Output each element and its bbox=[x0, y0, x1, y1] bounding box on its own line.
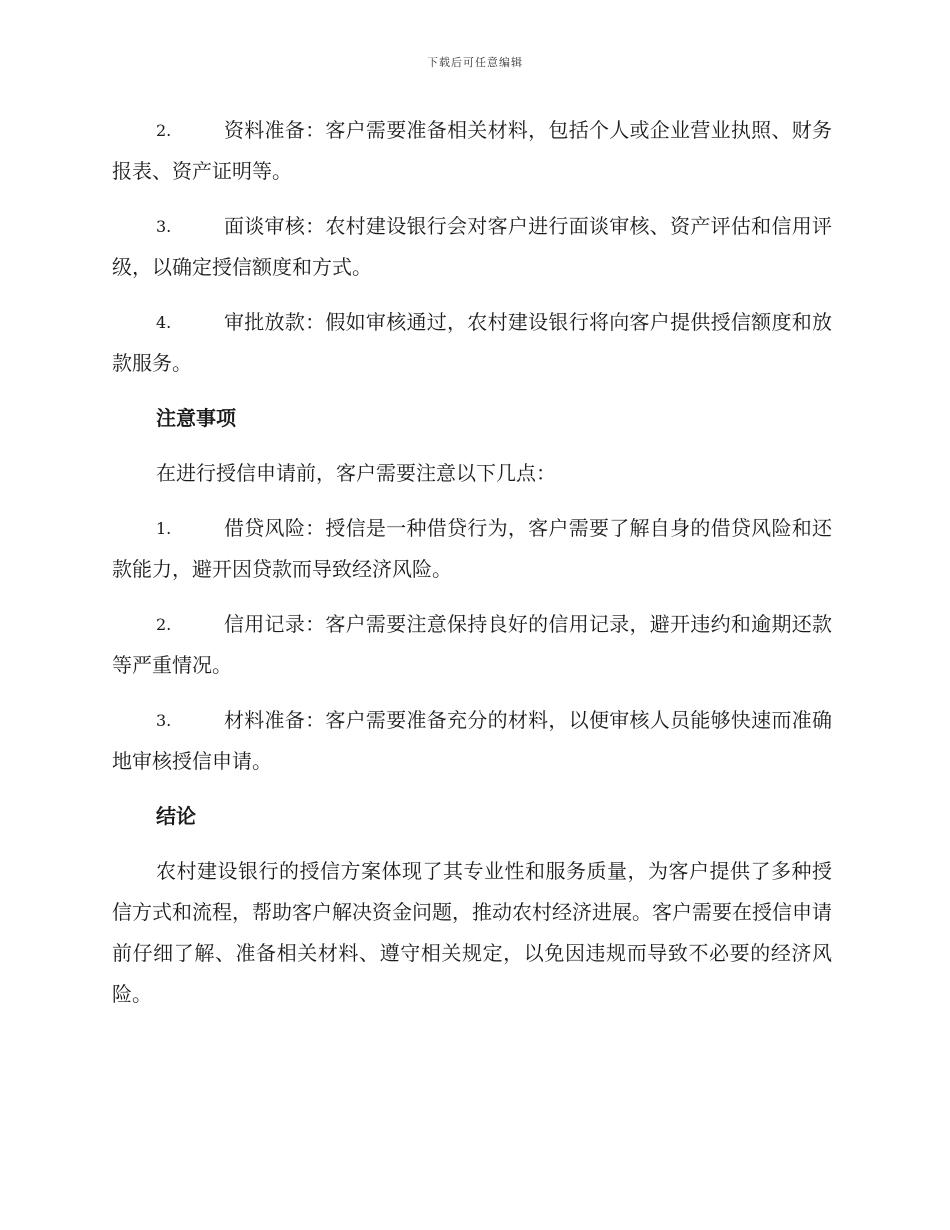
list-number: 2. bbox=[156, 615, 172, 634]
document-body bbox=[112, 110, 832, 1029]
list-number: 1. bbox=[156, 519, 172, 538]
list-item-text: 材料准备：客户需要准备充分的材料，以便审核人员能够快速而准确地审核授信申请。 bbox=[112, 708, 832, 773]
list-item bbox=[112, 604, 832, 686]
notes-heading: 注意事项 bbox=[156, 406, 236, 430]
list-item bbox=[112, 206, 832, 288]
notes-intro: 在进行授信申请前，客户需要注意以下几点： bbox=[156, 461, 556, 485]
conclusion-text: 农村建设银行的授信方案体现了其专业性和服务质量，为客户提供了多种授信方式和流程，帮助客户解决资金问题，推动农村经济进展。客户需要在授信申请前仔细了解、准备相关材料、遵守相关规定，以免因违规而导致不必要的经济风险。 bbox=[112, 859, 832, 1006]
list-number: 3. bbox=[156, 711, 172, 730]
page-header: 下载后可任意编辑 bbox=[427, 56, 523, 69]
list-item-text: 信用记录：客户需要注意保持良好的信用记录，避开违约和逾期还款等严重情况。 bbox=[112, 612, 832, 677]
list-number: 4. bbox=[156, 313, 172, 332]
list-number: 2. bbox=[156, 121, 172, 140]
list-number: 3. bbox=[156, 217, 172, 236]
list-item-text: 面谈审核：农村建设银行会对客户进行面谈审核、资产评估和信用评级，以确定授信额度和方式。 bbox=[112, 214, 832, 279]
conclusion-heading: 结论 bbox=[156, 804, 196, 828]
list-item bbox=[112, 508, 832, 590]
list-item bbox=[112, 700, 832, 782]
list-item bbox=[112, 110, 832, 192]
list-item bbox=[112, 302, 832, 384]
list-item-text: 借贷风险：授信是一种借贷行为，客户需要了解自身的借贷风险和还款能力，避开因贷款而导致经济风险。 bbox=[112, 516, 832, 581]
list-item-text: 审批放款：假如审核通过，农村建设银行将向客户提供授信额度和放款服务。 bbox=[112, 310, 832, 375]
list-item-text: 资料准备：客户需要准备相关材料，包括个人或企业营业执照、财务报表、资产证明等。 bbox=[112, 118, 832, 183]
